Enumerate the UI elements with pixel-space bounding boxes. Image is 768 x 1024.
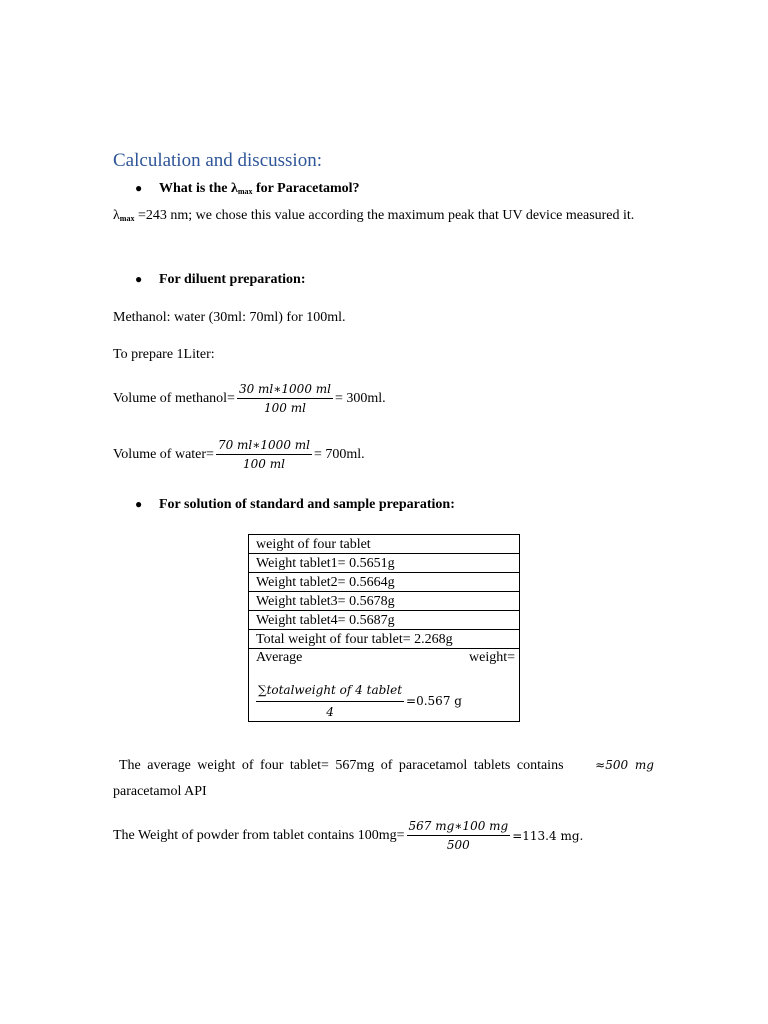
paragraph-line2: paracetamol API [113,784,207,799]
fraction [256,682,404,721]
average-weight-paragraph [113,758,654,774]
bullet-dot: ● [135,181,143,195]
bullet-label: For diluent preparation: [159,272,306,287]
fraction [407,819,511,852]
paragraph-text: The average weight of four tablet= 567mg of paracetamol tablets contains [119,758,564,773]
table-cell: Weight tablet4= 0.5687g [249,611,520,630]
average-label: Average [256,650,303,665]
question-suffix: for Paracetamol? [252,181,360,196]
question-prefix: What is the [159,181,231,196]
table-row [249,649,520,722]
bullet-dot: ● [135,497,143,511]
average-weight-label [256,649,515,666]
lambda-subscript: max [237,187,253,196]
lambda-symbol: λ [230,181,238,196]
table-row [249,554,520,573]
table-row [249,573,520,592]
average-weight-cell [249,649,520,722]
table-row [249,592,520,611]
fraction-denominator: 100 ml [264,401,306,415]
approx-value: ≈500 mg [595,758,654,772]
fraction-numerator: 70 ml∗1000 ml [216,438,312,455]
fraction-denominator: 4 [326,705,334,719]
methanol-ratio: Methanol: water (30ml: 70ml) for 100ml. [113,310,346,325]
tablet-weights-table [248,534,520,722]
bullet-solution-prep [135,497,455,513]
lambda-subscript: max [119,214,135,223]
table-row [249,611,520,630]
fraction-numerator: ∑totalweight of 4 tablet [256,682,404,702]
equation-label: The Weight of powder from tablet contains 100mg= [113,827,405,843]
fraction-denominator: 500 [446,838,470,852]
equation-result: = 700ml. [313,446,365,462]
bullet-label: For solution of standard and sample preparation: [159,497,455,512]
weight-label: weight= [469,650,515,665]
table-cell: weight of four tablet [249,535,520,554]
lambda-text: =243 nm; we chose this value according the maximum peak that UV device measured it. [134,208,635,223]
bullet-lambda-question [135,181,360,197]
methanol-volume-equation [113,382,386,415]
table-cell: Weight tablet3= 0.5678g [249,592,520,611]
table-row [249,630,520,649]
table-cell: Total weight of four tablet= 2.268g [249,630,520,649]
bullet-diluent [135,272,306,288]
table-cell: Weight tablet1= 0.5651g [249,554,520,573]
table-row [249,535,520,554]
equation-result: = 300ml. [334,390,386,406]
fraction-numerator: 567 mg∗100 mg [407,819,511,836]
fraction [237,382,333,415]
fraction-denominator: 100 ml [243,457,285,471]
table-cell: Weight tablet2= 0.5664g [249,573,520,592]
section-heading: Calculation and discussion: [113,150,322,171]
equation-label: Volume of water= [113,446,214,462]
fraction [216,438,312,471]
prepare-liter: To prepare 1Liter: [113,347,215,362]
formula-result: =0.567 g [406,694,462,708]
lambda-max-paragraph [113,202,654,232]
bullet-dot: ● [135,272,143,286]
powder-weight-equation [113,819,583,852]
fraction-numerator: 30 ml∗1000 ml [237,382,333,399]
water-volume-equation [113,438,365,471]
equation-result: =113.4 mg. [512,828,584,843]
lambda-symbol: λ [113,208,120,223]
average-formula [256,682,515,721]
equation-label: Volume of methanol= [113,390,235,406]
